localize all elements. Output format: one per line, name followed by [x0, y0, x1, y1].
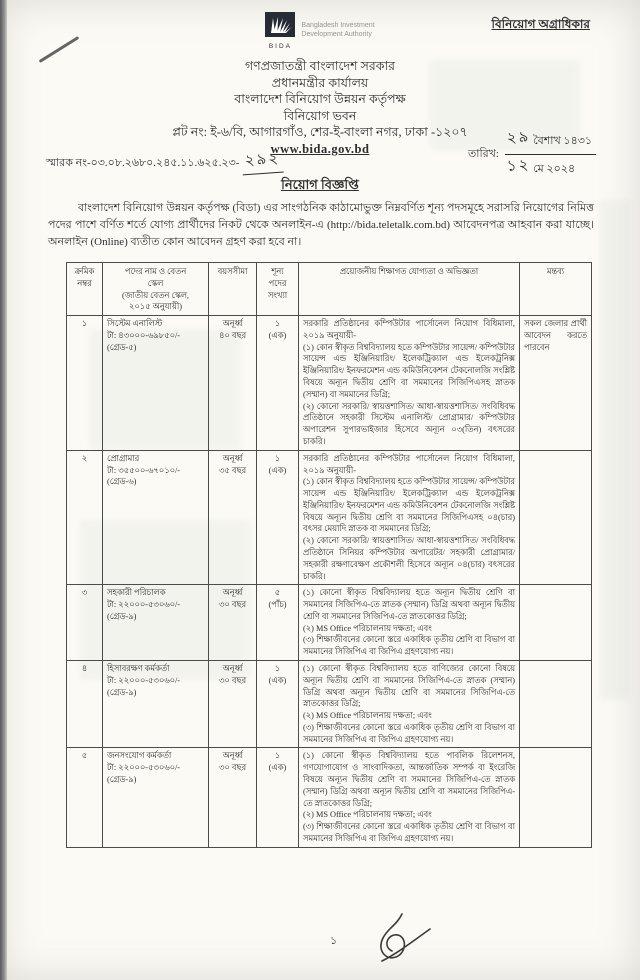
date-en-day-handwritten: ১২	[506, 155, 531, 175]
intro-paragraph: বাংলাদেশ বিনিয়োগ উন্নয়ন কর্তৃপক্ষ (বিডা) এর সাংগঠনিক কাঠামোভুক্ত নিম্নবর্ণিত শূন্য পদসমূহে সরাসরি নিয়োগের নিমিত্ত পদের পাশে বর্ণিত শর্তে যোগ্য প্রার্থীদের নিকট থেকে অনলাইন-এ (http://bida.teletalk.com.bd) আবেদনপত্র আহবান করা যাচ্ছে। অনলাইন (Online) ব্যতীত কোন আবেদন গ্রহণ করা হবে না।	[48, 202, 594, 248]
age-limit-cell: অনূর্ধ্ব ৩০ বছর	[209, 585, 257, 661]
post-payscale-cell: সহকারী পরিচালক টা: ২২০০০-৫৩০৬০/- (গ্রেড-৯)	[103, 585, 209, 661]
vacancy-count-cell: ১ (এক)	[257, 661, 299, 748]
date-block	[468, 128, 596, 181]
bida-logo	[265, 12, 295, 50]
remarks-cell	[520, 748, 592, 847]
remarks-cell	[520, 585, 592, 661]
date-label: তারিখ:	[468, 148, 499, 160]
age-limit-cell: অনূর্ধ্ব ৩০ বছর	[209, 661, 257, 748]
date-en-month-year: মে ২০২৪	[533, 163, 576, 175]
table-row	[67, 585, 592, 661]
authority-name-line2: Development Authority	[301, 31, 372, 38]
remarks-cell	[520, 450, 592, 585]
post-payscale-cell: জনসংযোগ কর্মকর্তা টা: ২২০০০-৫৩০৬০/- (গ্রেড-৯)	[103, 748, 209, 847]
date-values	[505, 128, 596, 181]
date-bengali-calendar	[505, 128, 596, 155]
page-number: ১	[330, 935, 338, 947]
serial-cell: ৫	[67, 748, 103, 847]
org-line-pmo: প্রধানমন্ত্রীর কার্যালয়	[271, 75, 369, 90]
table-row	[67, 450, 592, 585]
serial-cell: ৪	[67, 661, 103, 748]
vacancy-table	[66, 262, 592, 848]
header-post-payscale: পদের নাম ও বেতন স্কেল (জাতীয় বেতন স্কেল, ২০১৫ অনুযায়ী)	[103, 263, 209, 316]
vacancy-table-body	[67, 316, 592, 848]
post-payscale-cell: সিস্টেম এনালিস্ট টা: ৪৩০০০-৬৯৮৫০/- (গ্রেড-৫)	[103, 316, 209, 451]
table-row	[67, 316, 592, 451]
authority-name-en	[301, 22, 374, 40]
header-qualification: প্রয়োজনীয় শিক্ষাগত যোগ্যতা ও অভিজ্ঞতা	[299, 263, 520, 316]
qualification-cell: সরকারি প্রতিষ্ঠানের কম্পিউটার পার্সোনেল নিয়োগ বিধিমালা, ২০১৯ অনুযায়ী- (১) কোন স্বীকৃত বিশ্ববিদ্যালয় হতে কম্পিউটার সায়েন্স/ কম্পিউটার সায়েন্স এন্ড ইঞ্জিনিয়ারিং/ ইলেকট্রিক্যাল এন্ড ইলেকট্রনিক্স ইঞ্জিনিয়ারিং/ ইনফরমেশন এন্ড কমিউনিকেশন টেকনোলজি সংশ্লিষ্ট বিষয়ে অন্যূন দ্বিতীয় শ্রেণি বা সমমানের সিজিপিএসহ স্নাতক (সম্মান) বা সমমানের ডিগ্রি; (২) কোনো সরকারি/ স্বায়ত্তশাসিত/ আধা-স্বায়ত্তশাসিত/ সংবিধিবদ্ধ প্রতিষ্ঠানে সহকারী সিস্টেম এনালিস্ট/ প্রোগ্রামার/ কম্পিউটার অপারেশন সুপারভাইজার হিসেবে অন্যূন ০৩(তিন) বৎসরের চাকরি।	[299, 316, 520, 451]
website-link: www.bida.gov.bd	[270, 141, 370, 156]
signature-mark-icon	[362, 908, 440, 972]
header-serial: ক্রমিক নম্বর	[67, 263, 103, 316]
org-line-bida: বাংলাদেশ বিনিয়োগ উন্নয়ন কর্তৃপক্ষ	[234, 92, 406, 106]
age-limit-cell: অনূর্ধ্ব ৩০ বছর	[209, 748, 257, 847]
remarks-cell	[520, 661, 592, 748]
memo-number-line	[46, 150, 283, 176]
memo-number-handwritten: ২৯২	[241, 147, 284, 176]
qualification-cell: (১) কোনো স্বীকৃত বিশ্ববিদ্যালয় হতে বাণিজ্যের কোনো বিষয়ে অন্যূন দ্বিতীয় শ্রেণি বা সমমানের সিজিপিএ-তে স্নাতক (সম্মান) ডিগ্রি অথবা অন্যূন দ্বিতীয় শ্রেণি বা সমমানের সিজিপিএ-তে স্নাতকোত্তর ডিগ্রি; (২) MS Office পরিচালনায় দক্ষতা; এবং (৩) শিক্ষাজীবনের কোনো স্তরে একাধিক তৃতীয় শ্রেণি বা বিভাগ বা সমমানের সিজিপিএ বা জিপিএ গ্রহণযোগ্য নয়।	[299, 661, 520, 748]
serial-cell: ১	[67, 316, 103, 451]
post-payscale-cell: হিসাবরক্ষণ কর্মকর্তা টা: ২২০০০-৫৩০৬০/- (গ্রেড-৯)	[103, 661, 209, 748]
authority-name-line1: Bangladesh Investment	[301, 22, 375, 30]
org-line-address: প্লট নং: ই-৬/বি, আগারগাঁও, শের-ই-বাংলা নগর, ঢাকা -১২০৭	[172, 125, 468, 139]
notice-title: নিয়োগ বিজ্ঞপ্তি	[281, 177, 359, 192]
age-limit-cell: অনূর্ধ্ব ৩৫ বছর	[209, 450, 257, 585]
vacancy-count-cell: ১ (এক)	[257, 748, 299, 847]
serial-cell: ৩	[67, 585, 103, 661]
qualification-cell: সরকারি প্রতিষ্ঠানের কম্পিউটার পার্সোনেল নিয়োগ বিধিমালা, ২০১৯ অনুযায়ী- (১) কোন স্বীকৃত বিশ্ববিদ্যালয় হতে কম্পিউটার সায়েন্স/ কম্পিউটার সায়েন্স এন্ড ইঞ্জিনিয়ারিং/ ইলেকট্রিক্যাল এন্ড ইলেকট্রনিক্স ইঞ্জিনিয়ারিং/ ইনফরমেশন এন্ড কমিউনিকেশন টেকনোলজি সংশ্লিষ্ট বিষয়ে অন্যূন দ্বিতীয় শ্রেণি বা সমমানের সিজিপিএসহ ০৪(চার) বৎসর মেয়াদি স্নাতক বা সমমানের ডিগ্রি; (২) কোনো সরকারি/ স্বায়ত্তশাসিত/ আধা-স্বায়ত্তশাসিত/ সংবিধিবদ্ধ প্রতিষ্ঠানে সিনিয়র কম্পিউটার অপারেটর/ সহকারী প্রোগ্রামার/ সহকারী রক্ষণাবেক্ষণ প্রকৌশলী হিসেবে অন্যূন ০৪(চার) বৎসরের চাকরি।	[299, 450, 520, 585]
qualification-cell: (১) কোনো স্বীকৃত বিশ্ববিদ্যালয় হতে অন্যূন দ্বিতীয় শ্রেণি বা সমমানের সিজিপিএ-তে স্নাতক (সম্মান) ডিগ্রি অথবা অন্যূন দ্বিতীয় শ্রেণি বা সমমানের সিজিপিএ-তে স্নাতকোত্তর ডিগ্রি; (২) MS Office পরিচালনায় দক্ষতা; এবং (৩) শিক্ষাজীবনের কোনো স্তরে একাধিক তৃতীয় শ্রেণি বা বিভাগ বা সমমানের সিজিপিএ বা জিপিএ গ্রহণযোগ্য নয়।	[299, 585, 520, 661]
bida-logo-text: BIDA	[268, 43, 292, 50]
org-line-building: বিনিয়োগ ভবন	[283, 108, 357, 123]
age-limit-cell: অনূর্ধ্ব ৪০ বছর	[209, 316, 257, 451]
org-line-government: গণপ্রজাতন্ত্রী বাংলাদেশ সরকার	[244, 59, 396, 73]
bida-logo-icon	[265, 12, 295, 37]
date-bn-month-year: বৈশাখ ১৪৩১	[533, 135, 592, 147]
table-row	[67, 748, 592, 847]
investment-priority-tagline: বিনিয়োগ অগ্রাধিকার	[491, 17, 590, 31]
memo-number-label: স্মারক নং-০৩.০৮.২৬৮০.২৪৫.১১.৬২৫.২৩-	[46, 157, 240, 169]
serial-cell: ২	[67, 450, 103, 585]
date-bn-day-handwritten: ২৯	[506, 127, 531, 147]
table-header-row	[67, 263, 592, 316]
header-age-limit: বয়সসীমা	[209, 263, 257, 316]
qualification-cell: (১) কোনো স্বীকৃত বিশ্ববিদ্যালয় হতে পাবলিক রিলেশনস, গণযোগাযোগ ও সাংবাদিকতা, আন্তর্জাতিক সম্পর্ক বা ইংরেজি বিষয়ে অন্যূন দ্বিতীয় শ্রেণি বা সমমানের সিজিপিএ-তে স্নাতক (সম্মান) ডিগ্রি অথবা অন্যূন দ্বিতীয় শ্রেণি বা সমমানের সিজিপিএ-তে স্নাতকোত্তর ডিগ্রি; (২) MS Office পরিচালনায় দক্ষতা; এবং (৩) শিক্ষাজীবনের কোনো স্তরে একাধিক তৃতীয় শ্রেণি বা বিভাগ বা সমমানের সিজিপিএ বা জিপিএ গ্রহণযোগ্য নয়।	[299, 748, 520, 847]
vacancy-count-cell: ৫ (পাঁচ)	[257, 585, 299, 661]
vacancy-count-cell: ১ (এক)	[257, 316, 299, 451]
header-vacancy-count: শূন্য পদের সংখ্যা	[257, 263, 299, 316]
bleedthrough-artifact	[600, 200, 630, 700]
table-row	[67, 661, 592, 748]
header-remarks: মন্তব্য	[520, 263, 592, 316]
remarks-cell: সকল জেলার প্রার্থী আবেদন করতে পারবেন	[520, 316, 592, 451]
post-payscale-cell: প্রোগ্রামার টা: ৩৫৫০০-৬৭০১০/- (গ্রেড-৬)	[103, 450, 209, 585]
vacancy-count-cell: ১ (এক)	[257, 450, 299, 585]
vacancy-table-wrap	[66, 262, 592, 848]
